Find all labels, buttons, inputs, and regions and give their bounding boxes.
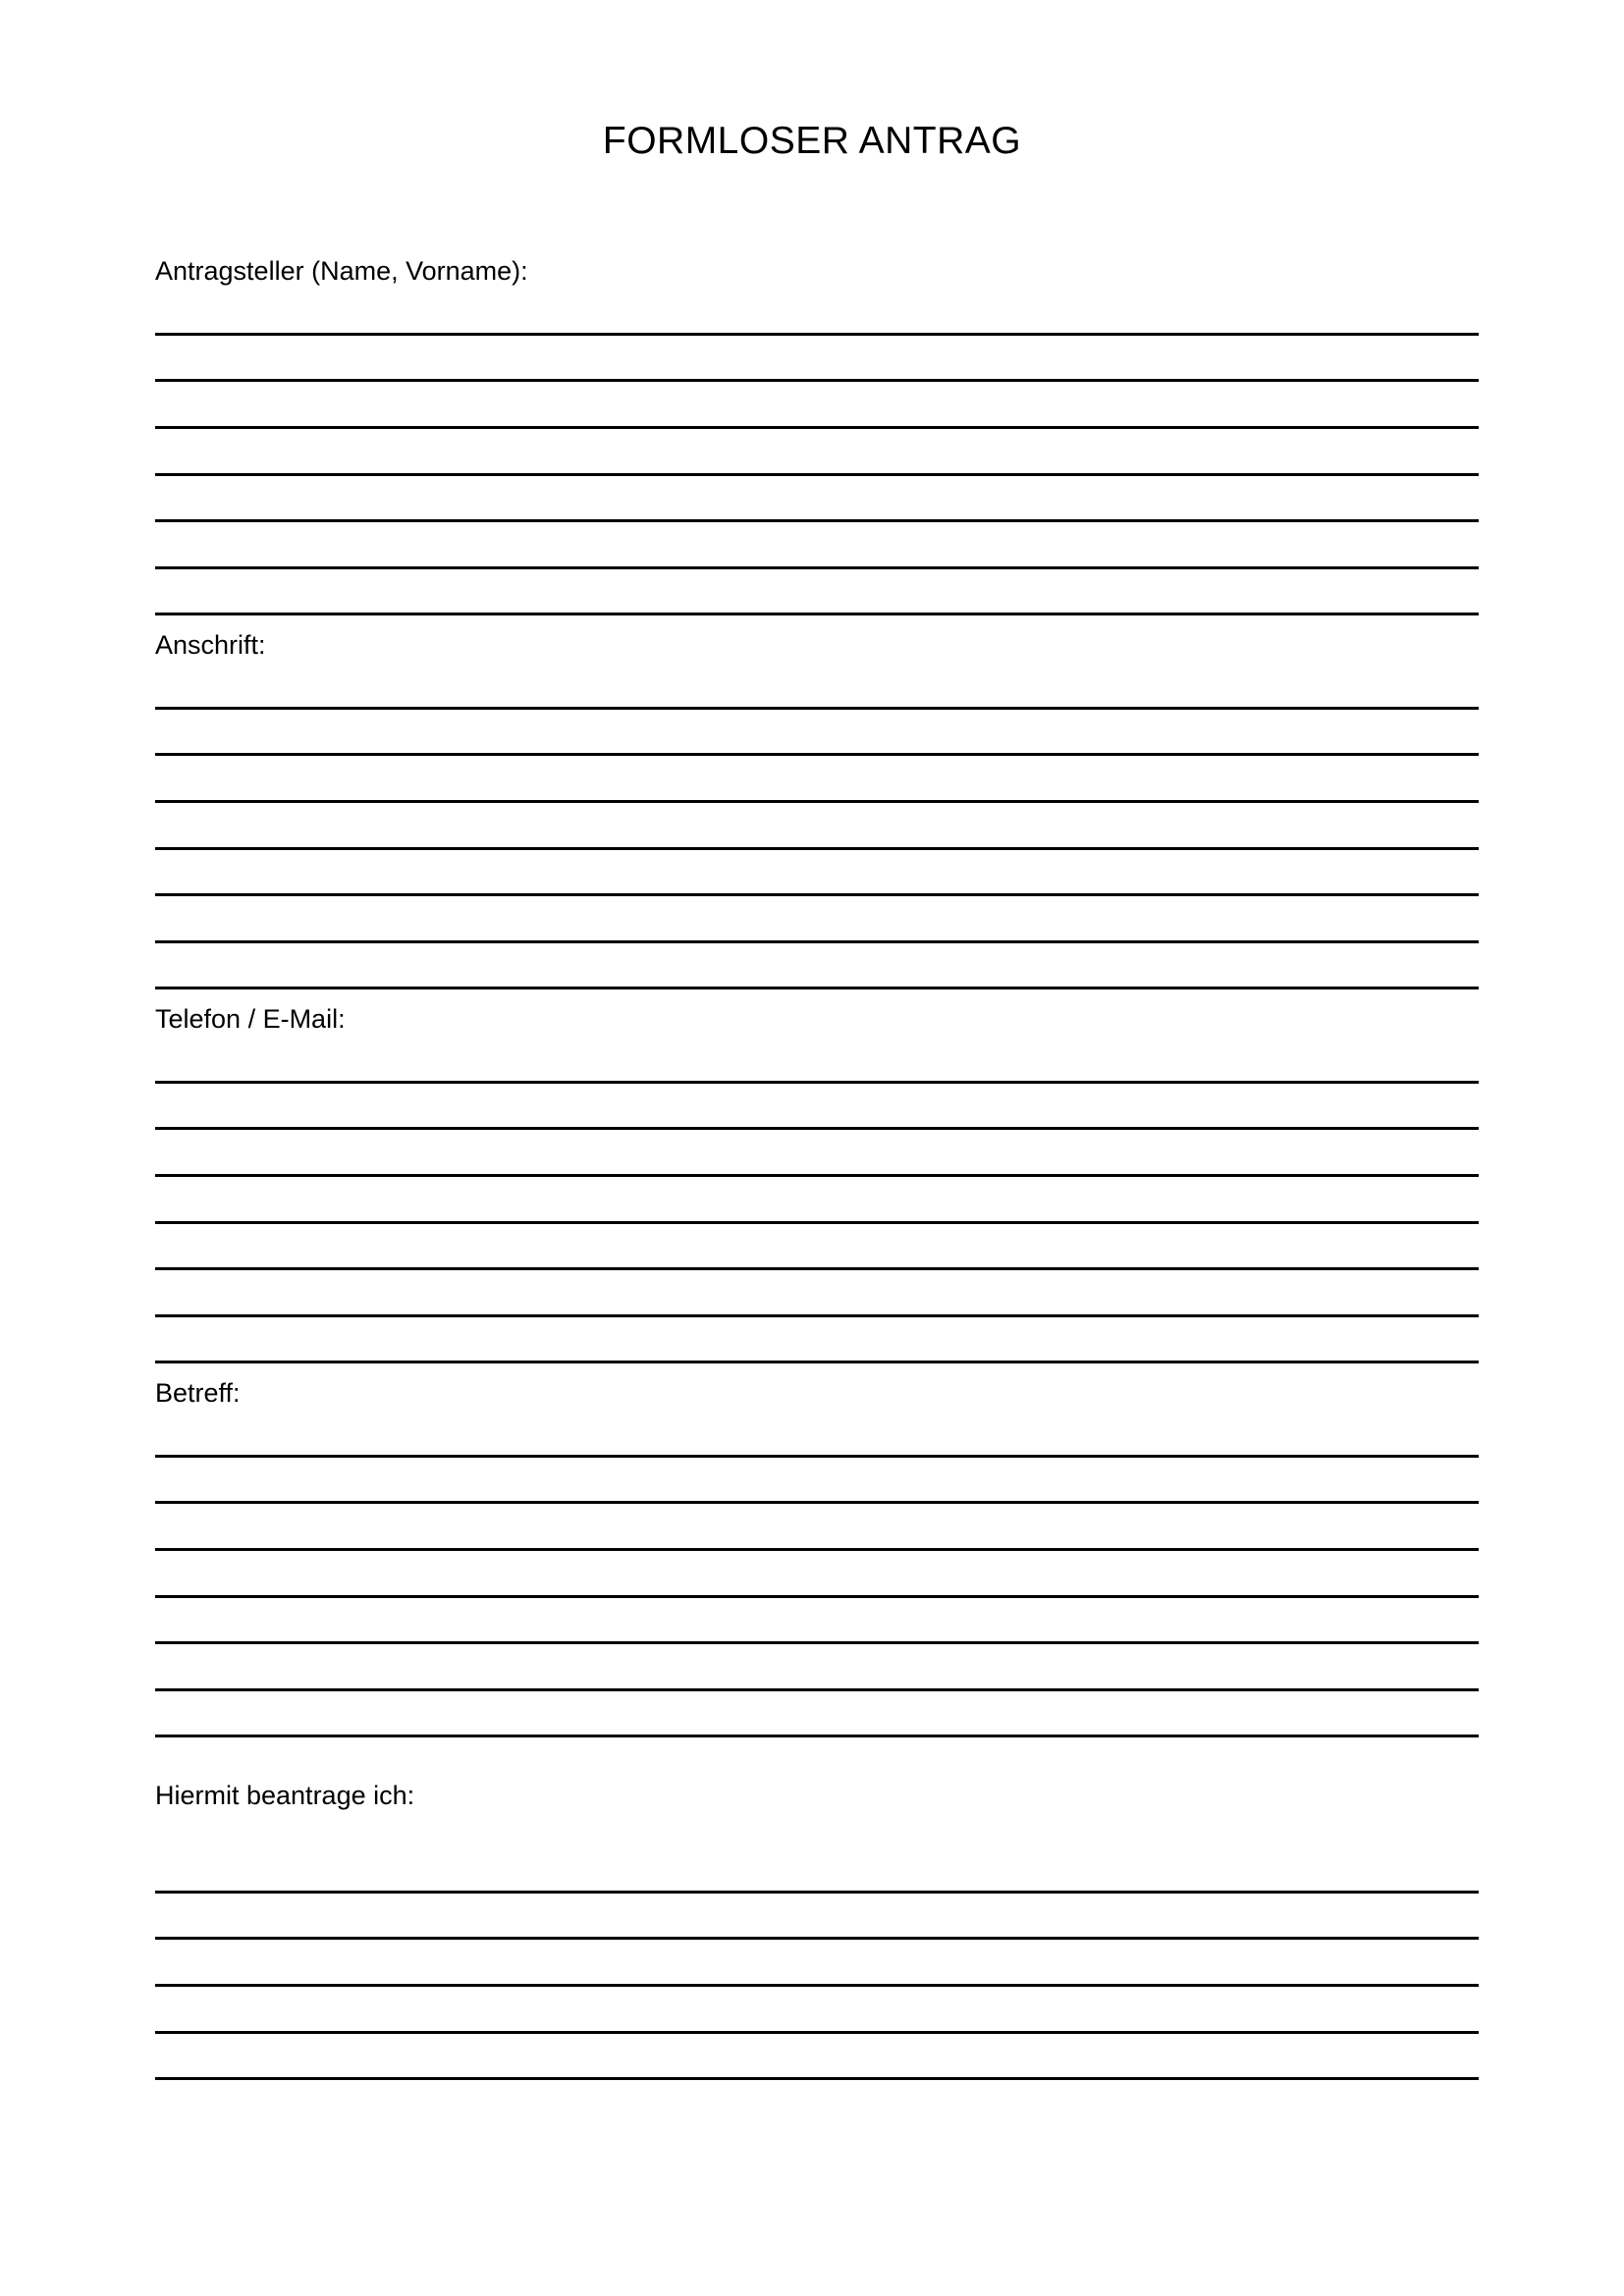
applicant-name-line[interactable]: [155, 379, 1479, 382]
request-line[interactable]: [155, 1937, 1479, 1940]
address-line[interactable]: [155, 847, 1479, 850]
label-request: Hiermit beantrage ich:: [155, 1781, 415, 1810]
subject-line[interactable]: [155, 1595, 1479, 1598]
subject-line[interactable]: [155, 1455, 1479, 1458]
phone-email-line[interactable]: [155, 1221, 1479, 1224]
phone-email-line[interactable]: [155, 1174, 1479, 1177]
address-line[interactable]: [155, 707, 1479, 710]
subject-line[interactable]: [155, 1641, 1479, 1644]
subject-line[interactable]: [155, 1548, 1479, 1551]
label-applicant-name: Antragsteller (Name, Vorname):: [155, 256, 528, 286]
request-line[interactable]: [155, 2077, 1479, 2080]
phone-email-line[interactable]: [155, 1081, 1479, 1084]
applicant-name-line[interactable]: [155, 473, 1479, 476]
subject-line[interactable]: [155, 1735, 1479, 1737]
applicant-name-line[interactable]: [155, 333, 1479, 336]
address-line[interactable]: [155, 987, 1479, 989]
subject-line[interactable]: [155, 1688, 1479, 1691]
applicant-name-line[interactable]: [155, 613, 1479, 615]
applicant-name-line[interactable]: [155, 426, 1479, 429]
form-title: FORMLOSER ANTRAG: [602, 120, 1022, 162]
applicant-name-line[interactable]: [155, 566, 1479, 569]
phone-email-line[interactable]: [155, 1127, 1479, 1130]
phone-email-line[interactable]: [155, 1314, 1479, 1317]
label-phone-email: Telefon / E-Mail:: [155, 1004, 346, 1034]
request-line[interactable]: [155, 1984, 1479, 1987]
applicant-name-line[interactable]: [155, 519, 1479, 522]
address-line[interactable]: [155, 940, 1479, 943]
label-address: Anschrift:: [155, 630, 266, 660]
label-subject: Betreff:: [155, 1378, 241, 1408]
phone-email-line[interactable]: [155, 1361, 1479, 1363]
request-line[interactable]: [155, 1891, 1479, 1894]
address-line[interactable]: [155, 893, 1479, 896]
subject-line[interactable]: [155, 1501, 1479, 1504]
request-line[interactable]: [155, 2031, 1479, 2034]
phone-email-line[interactable]: [155, 1267, 1479, 1270]
address-line[interactable]: [155, 753, 1479, 756]
address-line[interactable]: [155, 800, 1479, 803]
